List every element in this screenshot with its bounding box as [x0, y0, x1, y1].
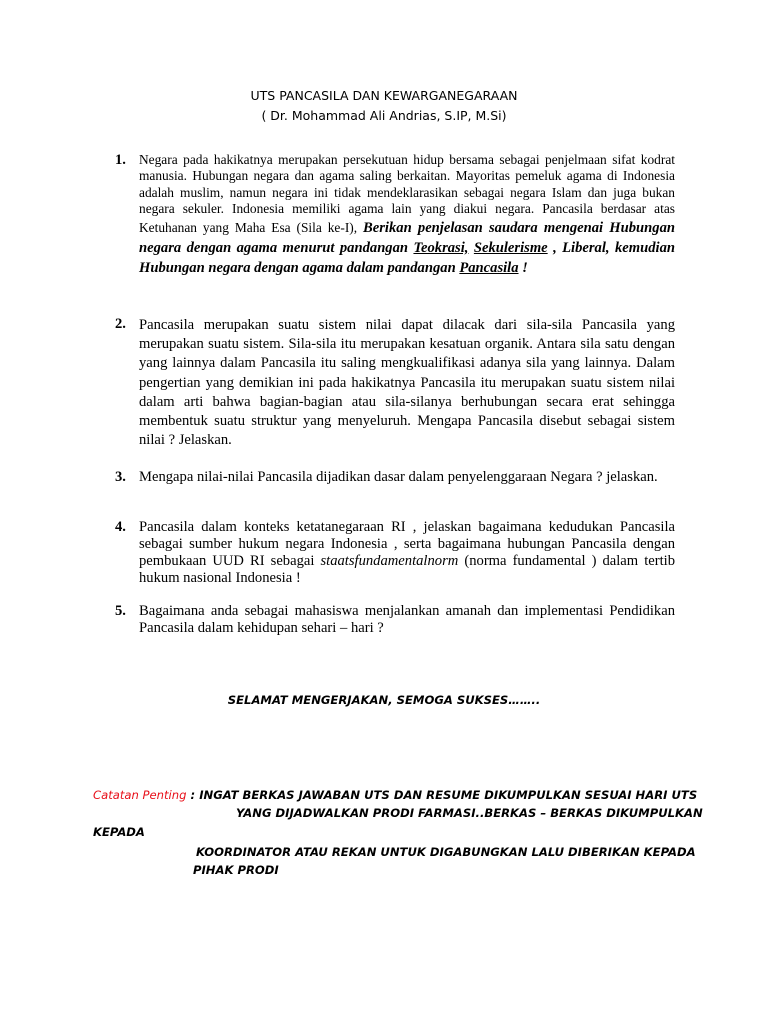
question-text: Pancasila dalam konteks ketatanegaraan RI , jelaskan bagaimana kedudukan Pancasila sebagai sumber hukum negara Indonesia , serta bagaimana hubungan Pancasila dengan pembukaan UUD RI sebagai staatsfundamentalnorm (norma fundamental ) dalam tertib hukum nasional Indonesia ! [139, 519, 675, 586]
note-line-4: KOORDINATOR ATAU REKAN UNTUK DIGABUNGKAN LALU DIBERIKAN KEPADA [196, 845, 696, 859]
question-3 [115, 469, 675, 486]
note-line-1: Catatan Penting : INGAT BERKAS JAWABAN UTS DAN RESUME DIKUMPULKAN SESUAI HARI UTS [93, 788, 698, 802]
question-text: Pancasila merupakan suatu sistem nilai dapat dilacak dari sila-sila Pancasila yang merupakan suatu sistem. Sila-sila itu merupakan kesatuan organik. Antara sila satu dengan yang lainnya dalam Pancasila itu saling mengkualifikasi adanya sila yang lainnya. Dalam pengertian yang demikian ini pada hakikatnya Pancasila itu merupakan suatu sistem nilai dalam arti bahwa bagian-bagian atau sila-silanya berhubungan secara erat sehingga membentuk suatu struktur yang menyeluruh. Mengapa Pancasila disebut sebagai sistem nilai ? Jelaskan. [139, 317, 675, 449]
exam-title: UTS PANCASILA DAN KEWARGANEGARAAN [250, 88, 518, 103]
question-number: 2. [115, 316, 126, 332]
question-number: 3. [115, 469, 126, 485]
closing-message: SELAMAT MENGERJAKAN, SEMOGA SUKSES…….. [227, 693, 541, 707]
question-text: Mengapa nilai-nilai Pancasila dijadikan dasar dalam penyelenggaraan Negara ? jelaskan. [139, 469, 658, 485]
question-4 [115, 519, 675, 587]
question-number: 4. [115, 519, 126, 535]
lecturer-name: ( Dr. Mohammad Ali Andrias, S.IP, M.Si) [261, 108, 507, 123]
note-line-5: PIHAK PRODI [193, 863, 279, 877]
question-5 [115, 603, 675, 637]
question-text: Bagaimana anda sebagai mahasiswa menjalankan amanah dan implementasi Pendidikan Pancasila dalam kehidupan sehari – hari ? [139, 603, 675, 636]
question-number: 5. [115, 603, 126, 619]
question-text: Negara pada hakikatnya merupakan persekutuan hidup bersama sebagai penjelmaan sifat kodrat manusia. Hubungan negara dan agama saling berkaitan. Mayoritas pemeluk agama di Indonesia adalah muslim, namun negara ini tidak mendeklarasikan sebagai negara Islam dan juga bukan negara sekuler. Indonesia memiliki agama lain yang diakui negara. Pancasila berdasar atas Ketuhanan yang Maha Esa (Sila ke-I), Berikan penjelasan saudara mengenai Hubungan negara dengan agama menurut pandangan Teokrasi, Sekulerisme , Liberal, kemudian Hubungan negara dengan agama dalam pandangan Pancasila ! [139, 152, 675, 276]
note-line-2: YANG DIJADWALKAN PRODI FARMASI..BERKAS – BERKAS DIKUMPULKAN [236, 806, 703, 820]
note-line-3: KEPADA [93, 825, 145, 839]
question-1 [115, 152, 675, 278]
exam-header [0, 86, 768, 126]
question-number: 1. [115, 152, 126, 168]
note-label: Catatan Penting [93, 788, 187, 802]
question-2 [115, 316, 675, 450]
